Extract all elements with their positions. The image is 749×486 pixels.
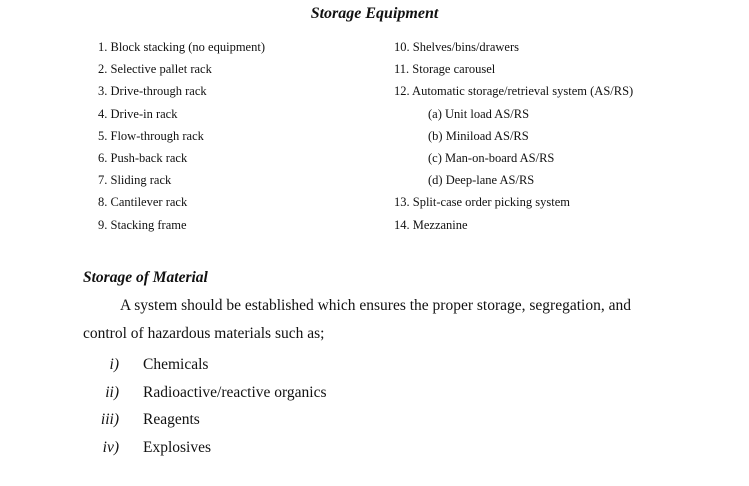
equipment-item: 6. Push-back rack <box>98 151 188 166</box>
hazard-item <box>83 406 326 434</box>
hazard-item-text: Chemicals <box>143 356 209 373</box>
equipment-item: 9. Stacking frame <box>98 217 187 232</box>
equipment-subitem: (a) Unit load AS/RS <box>428 106 530 121</box>
storage-equipment-heading: Storage Equipment <box>310 5 439 22</box>
equipment-item: 13. Split-case order picking system <box>394 195 571 210</box>
hazardous-materials-list <box>83 351 326 462</box>
equipment-item: 12. Automatic storage/retrieval system (AS/RS) <box>394 84 634 99</box>
paragraph-line-1: A system should be established which ensures the proper storage, segregation, and <box>120 297 631 314</box>
list-numeral: i) <box>109 356 119 373</box>
storage-of-material-heading: Storage of Material <box>83 269 208 286</box>
hazard-item-text: Radioactive/reactive organics <box>143 383 327 401</box>
equipment-item: 2. Selective pallet rack <box>98 62 212 77</box>
equipment-item: 7. Sliding rack <box>98 173 172 188</box>
hazard-item-text: Reagents <box>143 411 200 429</box>
list-numeral: ii) <box>105 383 119 401</box>
equipment-item: 8. Cantilever rack <box>98 195 188 210</box>
equipment-list-left <box>98 36 265 236</box>
equipment-item: 4. Drive-in rack <box>98 106 178 121</box>
hazard-item <box>83 351 326 379</box>
list-numeral: iii) <box>100 411 119 429</box>
equipment-subitem: (b) Miniload AS/RS <box>428 128 529 143</box>
hazard-item <box>83 379 326 407</box>
equipment-item: 3. Drive-through rack <box>98 84 207 99</box>
equipment-list-right <box>394 36 633 236</box>
equipment-subitem: (c) Man-on-board AS/RS <box>428 151 555 166</box>
equipment-subitem: (d) Deep-lane AS/RS <box>428 173 535 188</box>
list-numeral: iv) <box>102 439 119 457</box>
equipment-item: 5. Flow-through rack <box>98 128 204 143</box>
paragraph-line-2: control of hazardous materials such as; <box>83 325 325 342</box>
hazard-item-text: Explosives <box>143 439 212 457</box>
equipment-item: 14. Mezzanine <box>394 217 468 232</box>
hazard-item <box>83 434 326 462</box>
equipment-item: 10. Shelves/bins/drawers <box>394 40 519 54</box>
equipment-item: 1. Block stacking (no equipment) <box>98 40 265 54</box>
equipment-item: 11. Storage carousel <box>394 62 496 77</box>
